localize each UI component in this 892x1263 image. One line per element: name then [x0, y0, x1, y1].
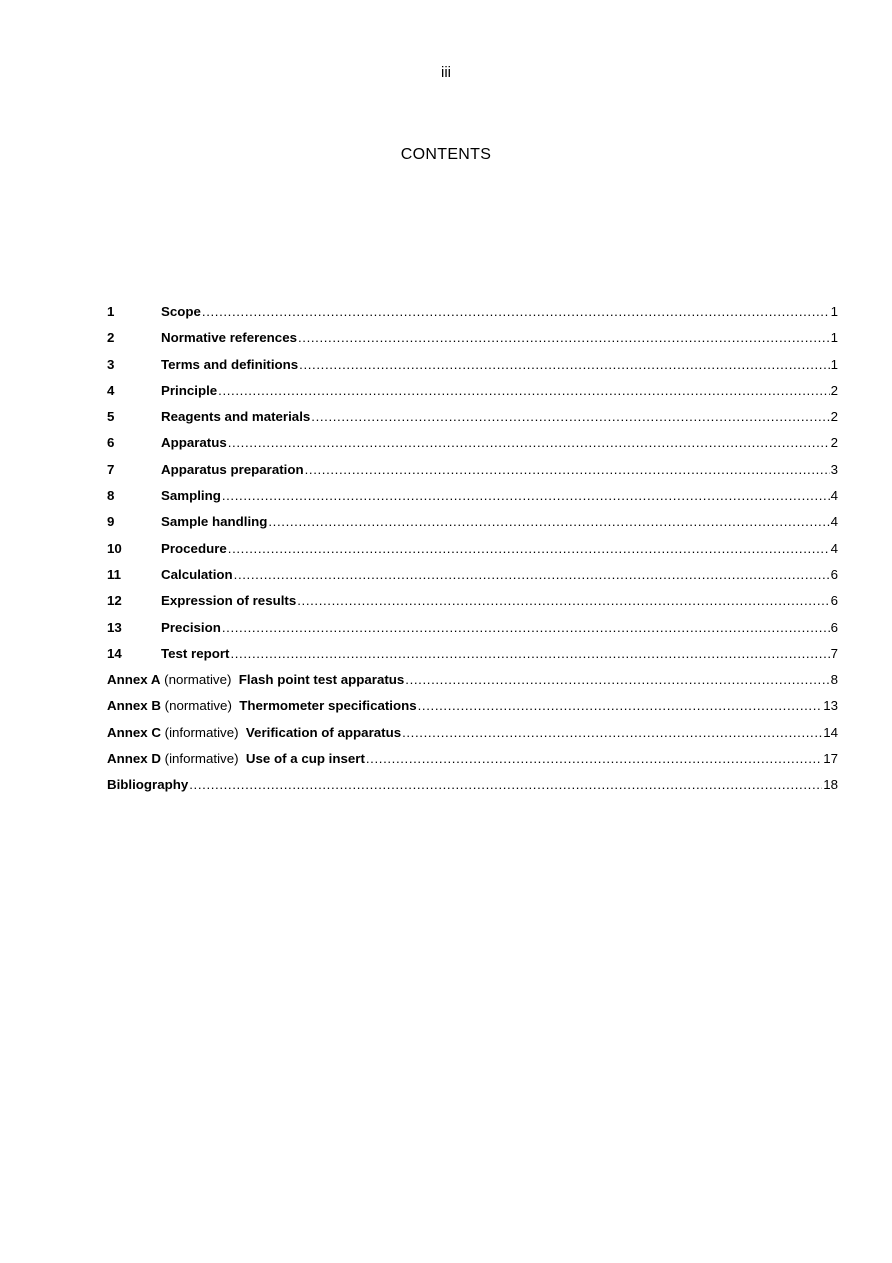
toc-page: 4 [830, 540, 838, 556]
toc-page: 6 [830, 566, 838, 582]
annex-kind: (informative) [164, 751, 239, 767]
toc-leader [222, 620, 830, 635]
toc-leader [311, 409, 829, 424]
toc-page: 13 [823, 698, 838, 714]
toc-entry-bibliography[interactable] [107, 777, 838, 803]
annex-kind: (informative) [164, 724, 239, 740]
toc-leader [228, 435, 830, 450]
toc-number: 1 [107, 304, 115, 319]
toc-entry-terms-and-definitions[interactable] [107, 357, 838, 383]
toc-title: Verification of apparatus [245, 724, 402, 740]
toc-number: 11 [107, 566, 122, 582]
toc-leader [218, 383, 829, 398]
toc-entry-annex-b[interactable] [107, 698, 838, 724]
toc-leader [228, 541, 830, 556]
toc-entry-expression-of-results[interactable] [107, 593, 838, 619]
toc-title: Sample handling [161, 514, 268, 530]
toc-title: Precision [161, 619, 221, 635]
toc-page: 6 [830, 619, 838, 635]
toc-title: Reagents and materials [161, 409, 311, 425]
annex-label: Annex B [107, 698, 161, 714]
annex-label: Annex D [107, 751, 161, 767]
toc-leader [299, 357, 829, 372]
toc-page: 8 [830, 672, 838, 688]
toc-entry-procedure[interactable] [107, 541, 838, 567]
toc-number: 7 [107, 461, 115, 477]
toc-title: Apparatus preparation [161, 461, 304, 477]
toc-title: Procedure [161, 540, 227, 556]
toc-title: Use of a cup insert [245, 751, 365, 767]
toc-page: 3 [830, 461, 838, 477]
toc-leader [234, 567, 830, 582]
toc-leader [305, 462, 830, 477]
toc-page: 7 [830, 645, 838, 661]
toc-title: Test report [161, 645, 230, 661]
toc-number: 12 [107, 593, 122, 609]
table-of-contents [107, 304, 838, 804]
toc-leader [418, 698, 823, 713]
toc-number: 10 [107, 540, 122, 556]
toc-leader [405, 672, 829, 687]
toc-number: 5 [107, 409, 115, 425]
toc-entry-precision[interactable] [107, 620, 838, 646]
toc-number: 9 [107, 514, 115, 530]
toc-entry-scope[interactable] [107, 304, 838, 330]
toc-entry-annex-d[interactable] [107, 751, 838, 777]
toc-leader [402, 725, 822, 740]
toc-leader [222, 488, 830, 503]
toc-entry-apparatus[interactable] [107, 435, 838, 461]
annex-kind: (normative) [164, 672, 232, 688]
toc-number: 3 [107, 356, 115, 372]
annex-label: Annex C [107, 724, 161, 740]
toc-entry-reagents-and-materials[interactable] [107, 409, 838, 435]
toc-page: 2 [830, 382, 838, 398]
toc-entry-sampling[interactable] [107, 488, 838, 514]
page-number: iii [441, 64, 451, 81]
toc-title: Terms and definitions [161, 356, 299, 372]
toc-entry-apparatus-preparation[interactable] [107, 462, 838, 488]
toc-page: 2 [830, 435, 838, 451]
toc-leader [298, 330, 830, 345]
toc-entry-sample-handling[interactable] [107, 514, 838, 540]
toc-page: 6 [830, 593, 838, 609]
toc-title: Calculation [161, 566, 233, 582]
toc-title: Principle [161, 382, 218, 398]
toc-number: 2 [107, 330, 115, 346]
toc-page: 18 [823, 777, 838, 793]
toc-number: 4 [107, 382, 115, 398]
toc-page: 1 [830, 356, 838, 372]
toc-entry-principle[interactable] [107, 383, 838, 409]
toc-entry-annex-c[interactable] [107, 725, 838, 751]
toc-leader [297, 593, 829, 608]
toc-title: Sampling [161, 488, 221, 504]
toc-page: 1 [830, 304, 838, 319]
toc-page: 14 [823, 724, 838, 740]
toc-entry-calculation[interactable] [107, 567, 838, 593]
toc-title: Normative references [161, 330, 297, 346]
toc-page: 17 [823, 751, 838, 767]
toc-number: 6 [107, 435, 115, 451]
toc-entry-normative-references[interactable] [107, 330, 838, 356]
toc-title: Bibliography [107, 777, 189, 793]
toc-title: Flash point test apparatus [238, 672, 405, 688]
toc-page: 2 [830, 409, 838, 425]
toc-title: Apparatus [161, 435, 227, 451]
toc-number: 14 [107, 645, 122, 661]
toc-number: 8 [107, 488, 115, 504]
toc-entry-annex-a[interactable] [107, 672, 838, 698]
toc-title: Scope [161, 304, 201, 319]
toc-number: 13 [107, 619, 122, 635]
annex-kind: (normative) [164, 698, 232, 714]
toc-title: Thermometer specifications [239, 698, 417, 714]
toc-leader [230, 646, 829, 661]
toc-leader [202, 304, 830, 319]
annex-label: Annex A [107, 672, 161, 688]
toc-title: Expression of results [161, 593, 297, 609]
toc-page: 4 [830, 514, 838, 530]
toc-entry-test-report[interactable] [107, 646, 838, 672]
toc-page: 1 [830, 330, 838, 346]
page-title: CONTENTS [400, 146, 492, 163]
toc-page: 4 [830, 488, 838, 504]
toc-leader [268, 514, 829, 529]
toc-leader [189, 777, 822, 792]
toc-leader [366, 751, 822, 766]
